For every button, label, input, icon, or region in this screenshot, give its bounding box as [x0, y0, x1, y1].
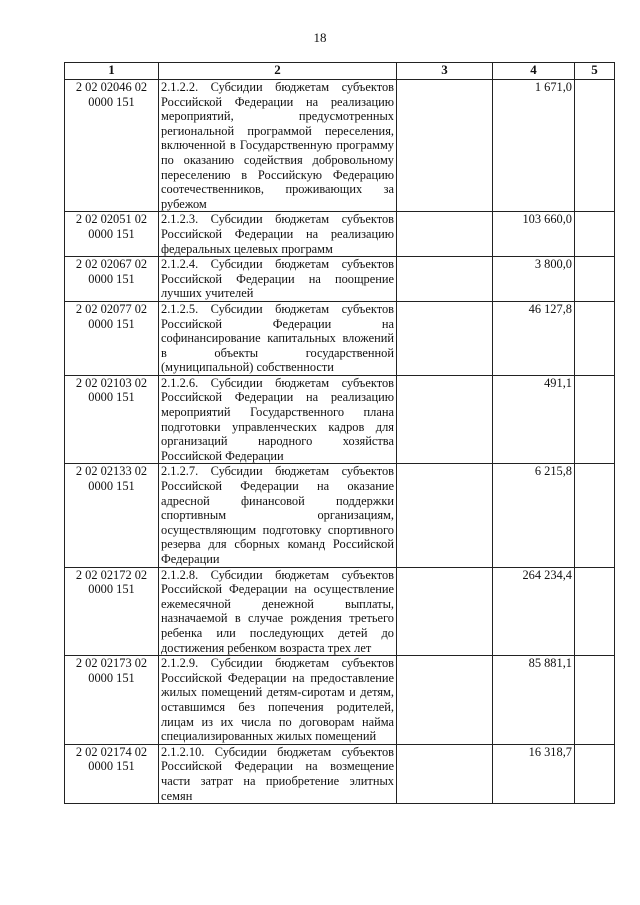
subsidy-description: 2.1.2.6. Субсидии бюджетам субъектов Российской Федерации на реализацию мероприятий Государственного плана подготовки управленческих кадров для организаций народного хозяйства Российской Федерации [159, 375, 397, 464]
budget-code: 2 02 02133 02 0000 151 [65, 464, 159, 567]
amount-cell: 16 318,7 [493, 744, 575, 803]
column-3-cell [397, 656, 493, 745]
budget-code: 2 02 02051 02 0000 151 [65, 212, 159, 257]
budget-code: 2 02 02046 02 0000 151 [65, 80, 159, 212]
table-row [65, 257, 615, 302]
budget-code: 2 02 02172 02 0000 151 [65, 567, 159, 656]
amount-cell: 3 800,0 [493, 257, 575, 302]
table-header-row [65, 63, 615, 80]
column-header-5: 5 [575, 63, 615, 80]
column-5-cell [575, 212, 615, 257]
subsidy-description: 2.1.2.7. Субсидии бюджетам субъектов Российской Федерации на оказание адресной финансовой поддержки спортивным организациям, осуществляющим подготовку спортивного резерва для сборных команд Российской Федерации [159, 464, 397, 567]
subsidy-description: 2.1.2.10. Субсидии бюджетам субъектов Российской Федерации на возмещение части затрат на приобретение элитных семян [159, 744, 397, 803]
column-3-cell [397, 464, 493, 567]
subsidy-description: 2.1.2.2. Субсидии бюджетам субъектов Российской Федерации на реализацию мероприятий, предусмотренных региональной программой переселения, включенной в Государственную программу по оказанию содействия добровольному переселению в Российскую Федерацию соотечественников, проживающих за рубежом [159, 80, 397, 212]
subsidy-description: 2.1.2.8. Субсидии бюджетам субъектов Российской Федерации на осуществление ежемесячной денежной выплаты, назначаемой в случае рождения третьего ребенка или последующих детей до достижения ребенком возраста трех лет [159, 567, 397, 656]
subsidy-description: 2.1.2.4. Субсидии бюджетам субъектов Российской Федерации на поощрение лучших учителей [159, 257, 397, 302]
subsidy-description: 2.1.2.9. Субсидии бюджетам субъектов Российской Федерации на предоставление жилых помещений детям-сиротам и детям, оставшимся без попечения родителей, лицам из их числа по договорам найма специализированных жилых помещений [159, 656, 397, 745]
table-row [65, 375, 615, 464]
column-5-cell [575, 464, 615, 567]
amount-cell: 6 215,8 [493, 464, 575, 567]
column-3-cell [397, 301, 493, 375]
column-5-cell [575, 301, 615, 375]
budget-code: 2 02 02173 02 0000 151 [65, 656, 159, 745]
amount-cell: 264 234,4 [493, 567, 575, 656]
column-header-3: 3 [397, 63, 493, 80]
table-row [65, 567, 615, 656]
table-row [65, 656, 615, 745]
column-3-cell [397, 744, 493, 803]
column-5-cell [575, 744, 615, 803]
column-header-1: 1 [65, 63, 159, 80]
amount-cell: 491,1 [493, 375, 575, 464]
subsidy-description: 2.1.2.5. Субсидии бюджетам субъектов Российской Федерации на софинансирование капитальных вложений в объекты государственной (муниципальной) собственности [159, 301, 397, 375]
table-row [65, 464, 615, 567]
budget-code: 2 02 02103 02 0000 151 [65, 375, 159, 464]
column-header-2: 2 [159, 63, 397, 80]
budget-code: 2 02 02067 02 0000 151 [65, 257, 159, 302]
table-row [65, 212, 615, 257]
column-5-cell [575, 656, 615, 745]
amount-cell: 85 881,1 [493, 656, 575, 745]
column-5-cell [575, 257, 615, 302]
table-row [65, 301, 615, 375]
column-3-cell [397, 567, 493, 656]
amount-cell: 46 127,8 [493, 301, 575, 375]
budget-code: 2 02 02174 02 0000 151 [65, 744, 159, 803]
column-3-cell [397, 80, 493, 212]
subsidy-description: 2.1.2.3. Субсидии бюджетам субъектов Российской Федерации на реализацию федеральных целевых программ [159, 212, 397, 257]
column-5-cell [575, 567, 615, 656]
column-5-cell [575, 375, 615, 464]
table-row [65, 80, 615, 212]
column-header-4: 4 [493, 63, 575, 80]
column-3-cell [397, 212, 493, 257]
column-3-cell [397, 257, 493, 302]
amount-cell: 1 671,0 [493, 80, 575, 212]
table-row [65, 744, 615, 803]
column-5-cell [575, 80, 615, 212]
budget-table [64, 62, 615, 804]
amount-cell: 103 660,0 [493, 212, 575, 257]
page-number: 18 [313, 30, 327, 45]
column-3-cell [397, 375, 493, 464]
budget-code: 2 02 02077 02 0000 151 [65, 301, 159, 375]
